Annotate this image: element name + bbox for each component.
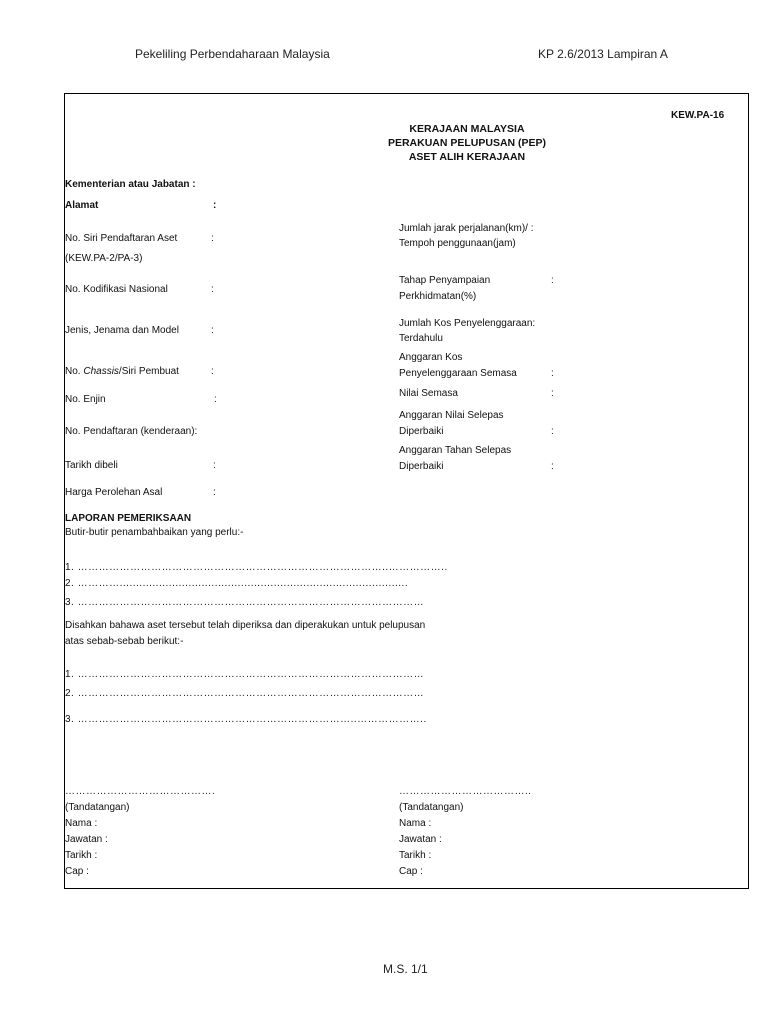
form-code: KEW.PA-16 (671, 110, 725, 121)
form-box (64, 93, 749, 889)
field-durability-after-repair-line2: Diperbaiki (399, 461, 444, 472)
field-chassis-label-pre: No. (65, 366, 84, 377)
form-title-line-2: PERAKUAN PELUPUSAN (PEP) (387, 137, 547, 149)
field-durability-after-repair-line1: Anggaran Tahan Selepas (399, 445, 512, 456)
field-value-after-repair-colon: : (551, 426, 554, 437)
address-colon: : (213, 200, 217, 211)
field-distance-line1: Jumlah jarak perjalanan(km)/ : (399, 223, 534, 234)
signature-right-position: Jawatan : (399, 834, 442, 845)
field-current-value-line1: Nilai Semasa (399, 388, 458, 399)
signature-right-label: (Tandatangan) (399, 802, 464, 813)
field-distance-line2: Tempoh penggunaan(jam) (399, 238, 516, 249)
address-label: Alamat (65, 200, 99, 211)
signature-left-stamp: Cap : (65, 866, 89, 877)
field-chassis-label-post: /Siri Pembuat (118, 366, 179, 377)
field-current-maintenance-colon: : (551, 368, 554, 379)
signature-left-label: (Tandatangan) (65, 802, 130, 813)
field-current-maintenance-line1: Anggaran Kos (399, 352, 463, 363)
inspection-line-1: 1. ……………………………………………………………………………..…………….. (65, 562, 448, 573)
signature-left-line: ……………………………………. (65, 786, 216, 797)
certify-line-1: Disahkan bahawa aset tersebut telah diperiksa dan diperakukan untuk pelupusan (65, 620, 426, 631)
page-header-left: Pekeliling Perbendaharaan Malaysia (135, 47, 330, 61)
field-engine-label: No. Enjin (65, 394, 106, 405)
signature-right-line: ……………………………….. (399, 786, 532, 797)
inspection-line-3: 3. ……………………………………………………………………………………… (65, 597, 425, 608)
inspection-line-2: 2. …………........................................................................................ (65, 578, 409, 589)
inspection-heading: LAPORAN PEMERIKSAAN (65, 513, 192, 524)
field-type-brand-model-label: Jenis, Jenama dan Model (65, 325, 179, 336)
field-value-after-repair-line2: Diperbaiki (399, 426, 444, 437)
field-chassis-colon: : (211, 366, 214, 377)
field-vehicle-registration-label: No. Pendaftaran (kenderaan): (65, 426, 198, 437)
signature-right-stamp: Cap : (399, 866, 423, 877)
certify-line-2: atas sebab-sebab berikut:- (65, 636, 184, 647)
page-number: M.S. 1/1 (383, 962, 428, 976)
field-purchase-date-colon: : (213, 460, 216, 471)
field-national-code-label: No. Kodifikasi Nasional (65, 284, 168, 295)
field-durability-after-repair-colon: : (551, 461, 554, 472)
signature-left-date: Tarikh : (65, 850, 98, 861)
field-value-after-repair-line1: Anggaran Nilai Selepas (399, 410, 504, 421)
field-chassis-label-italic: Chassis (83, 366, 119, 377)
field-original-price-label: Harga Perolehan Asal (65, 487, 163, 498)
field-prev-maintenance-line1: Jumlah Kos Penyelenggaraan: (399, 318, 536, 329)
field-service-level-line2: Perkhidmatan(%) (399, 291, 477, 302)
page-header-right: KP 2.6/2013 Lampiran A (538, 47, 668, 61)
form-title-line-1: KERAJAAN MALAYSIA (409, 123, 525, 135)
field-asset-serial-ref: (KEW.PA-2/PA-3) (65, 253, 143, 264)
signature-right-date: Tarikh : (399, 850, 432, 861)
field-prev-maintenance-line2: Terdahulu (399, 333, 443, 344)
field-service-level-colon: : (551, 275, 554, 286)
field-service-level-line1: Tahap Penyampaian (399, 275, 491, 286)
certify-reason-line-2: 2. ……………………………………………………………………………………… (65, 688, 425, 699)
field-engine-colon: : (214, 394, 217, 405)
form-title-line-3: ASET ALIH KERAJAAN (408, 151, 526, 163)
field-purchase-date-label: Tarikh dibeli (65, 460, 118, 471)
field-asset-serial-colon: : (211, 233, 214, 244)
signature-right-name: Nama : (399, 818, 432, 829)
field-asset-serial-label: No. Siri Pendaftaran Aset (65, 233, 178, 244)
field-chassis-label (65, 366, 179, 378)
certify-reason-line-3: 3. ……………………………………………………………………..……………….. (65, 714, 427, 725)
ministry-label: Kementerian atau Jabatan : (65, 179, 196, 190)
field-current-value-colon: : (551, 388, 554, 399)
field-current-maintenance-line2: Penyelenggaraan Semasa (399, 368, 517, 379)
signature-left-position: Jawatan : (65, 834, 108, 845)
field-original-price-colon: : (213, 487, 216, 498)
field-type-brand-model-colon: : (211, 325, 214, 336)
certify-reason-line-1: 1. ……………………………………………………………………………………… (65, 669, 425, 680)
inspection-subheading: Butir-butir penambahbaikan yang perlu:- (65, 527, 244, 538)
signature-left-name: Nama : (65, 818, 98, 829)
field-national-code-colon: : (211, 284, 214, 295)
